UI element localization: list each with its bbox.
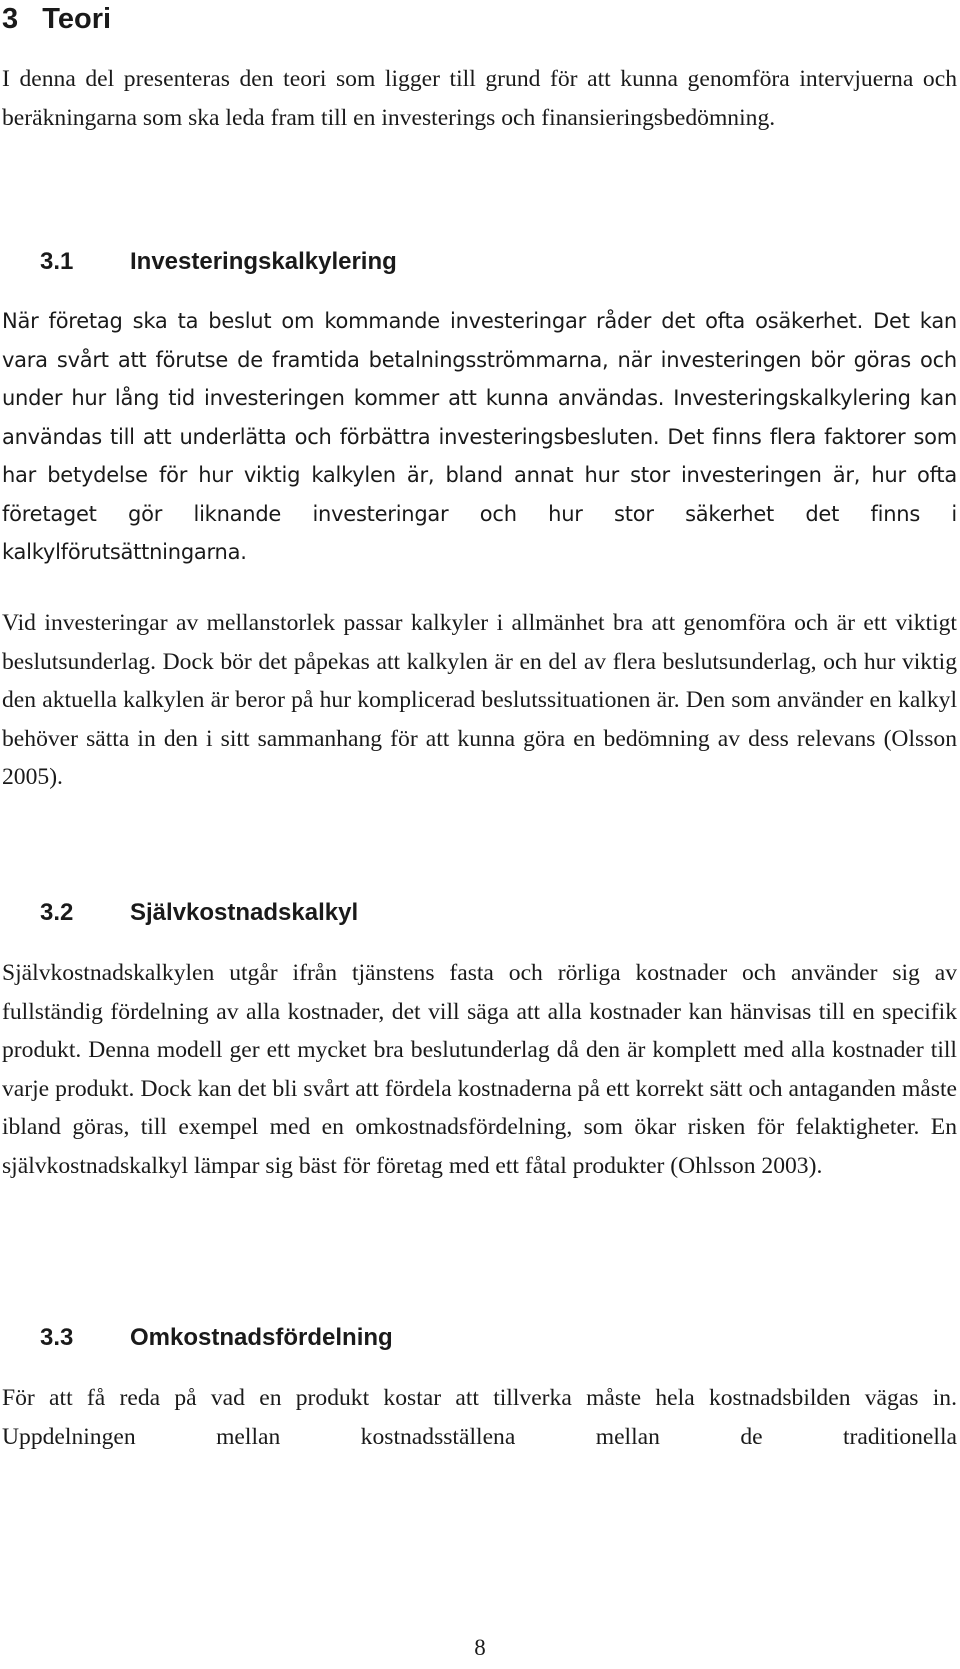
section-3-2-paragraph-1: Självkostnadskalkylen utgår ifrån tjänstens fasta och rörliga kostnader och använder sig av fullständig fördelning av alla kostnader, det vill säga att alla kostnader kan hänvisas till en specifik produkt. Denna modell ger ett mycket bra beslutunderlag då den är komplett med alla kostnader till varje produkt. Dock kan det bli svårt att fördela kostnaderna på ett korrekt sätt och antaganden måste ibland göras, till exempel med en omkostnadsfördelning, som ökar risken för felaktigheter. En självkostnadskalkyl lämpar sig bäst för företag med ett fåtal produkter (Ohlsson 2003).: [2, 960, 957, 1179]
section-title: Investeringskalkylering: [130, 248, 397, 275]
section-number: 3.2: [40, 899, 74, 926]
chapter-intro: I denna del presenteras den teori som ligger till grund för att kunna genomföra intervjuerna och beräkningarna som ska leda fram till en investerings och finansieringsbedömning.: [2, 66, 957, 131]
section-3-1-paragraph-2: Vid investeringar av mellanstorlek passar kalkyler i allmänhet bra att genomföra och är ett viktigt beslutsunderlag. Dock bör det påpekas att kalkylen är en del av flera beslutsunderlag, och hur viktig den aktuella kalkylen är beror på hur komplicerad beslutssituationen är. Den som använder en kalkyl behöver sätta in den i sitt sammanhang för att kunna göra en bedömning av dess relevans (Olsson 2005).: [2, 610, 957, 790]
section-3-1-paragraph-1: När företag ska ta beslut om kommande investeringar råder det ofta osäkerhet. Det kan vara svårt att förutse de framtida betalningsströmmarna, när investeringen bör göras och under hur lång tid investeringen kommer att kunna användas. Investeringskalkylering kan användas till att underlätta och förbättra investeringsbesluten. Det finns flera faktorer som har betydelse för hur viktig kalkylen är, bland annat hur stor investeringen är, hur ofta företaget gör liknande investeringar och hur stor säkerhet det finns i kalkylförutsättningarna.: [2, 309, 957, 564]
section-title: Omkostnadsfördelning: [130, 1324, 393, 1351]
section-number: 3.3: [40, 1324, 74, 1351]
section-number: 3.1: [40, 248, 74, 275]
section-3-3-paragraph-1: För att få reda på vad en produkt kostar att tillverka måste hela kostnadsbilden vägas in. Uppdelningen mellan kostnadsställena mellan de traditionella: [2, 1385, 957, 1450]
page-number: 8: [474, 1635, 486, 1660]
section-title: Självkostnadskalkyl: [130, 899, 359, 926]
section-heading-3-3: [40, 1322, 393, 1354]
section-heading-3-2: [40, 897, 358, 929]
section-heading-3-1: [40, 246, 397, 278]
chapter-title: 3 Teori: [2, 3, 112, 35]
